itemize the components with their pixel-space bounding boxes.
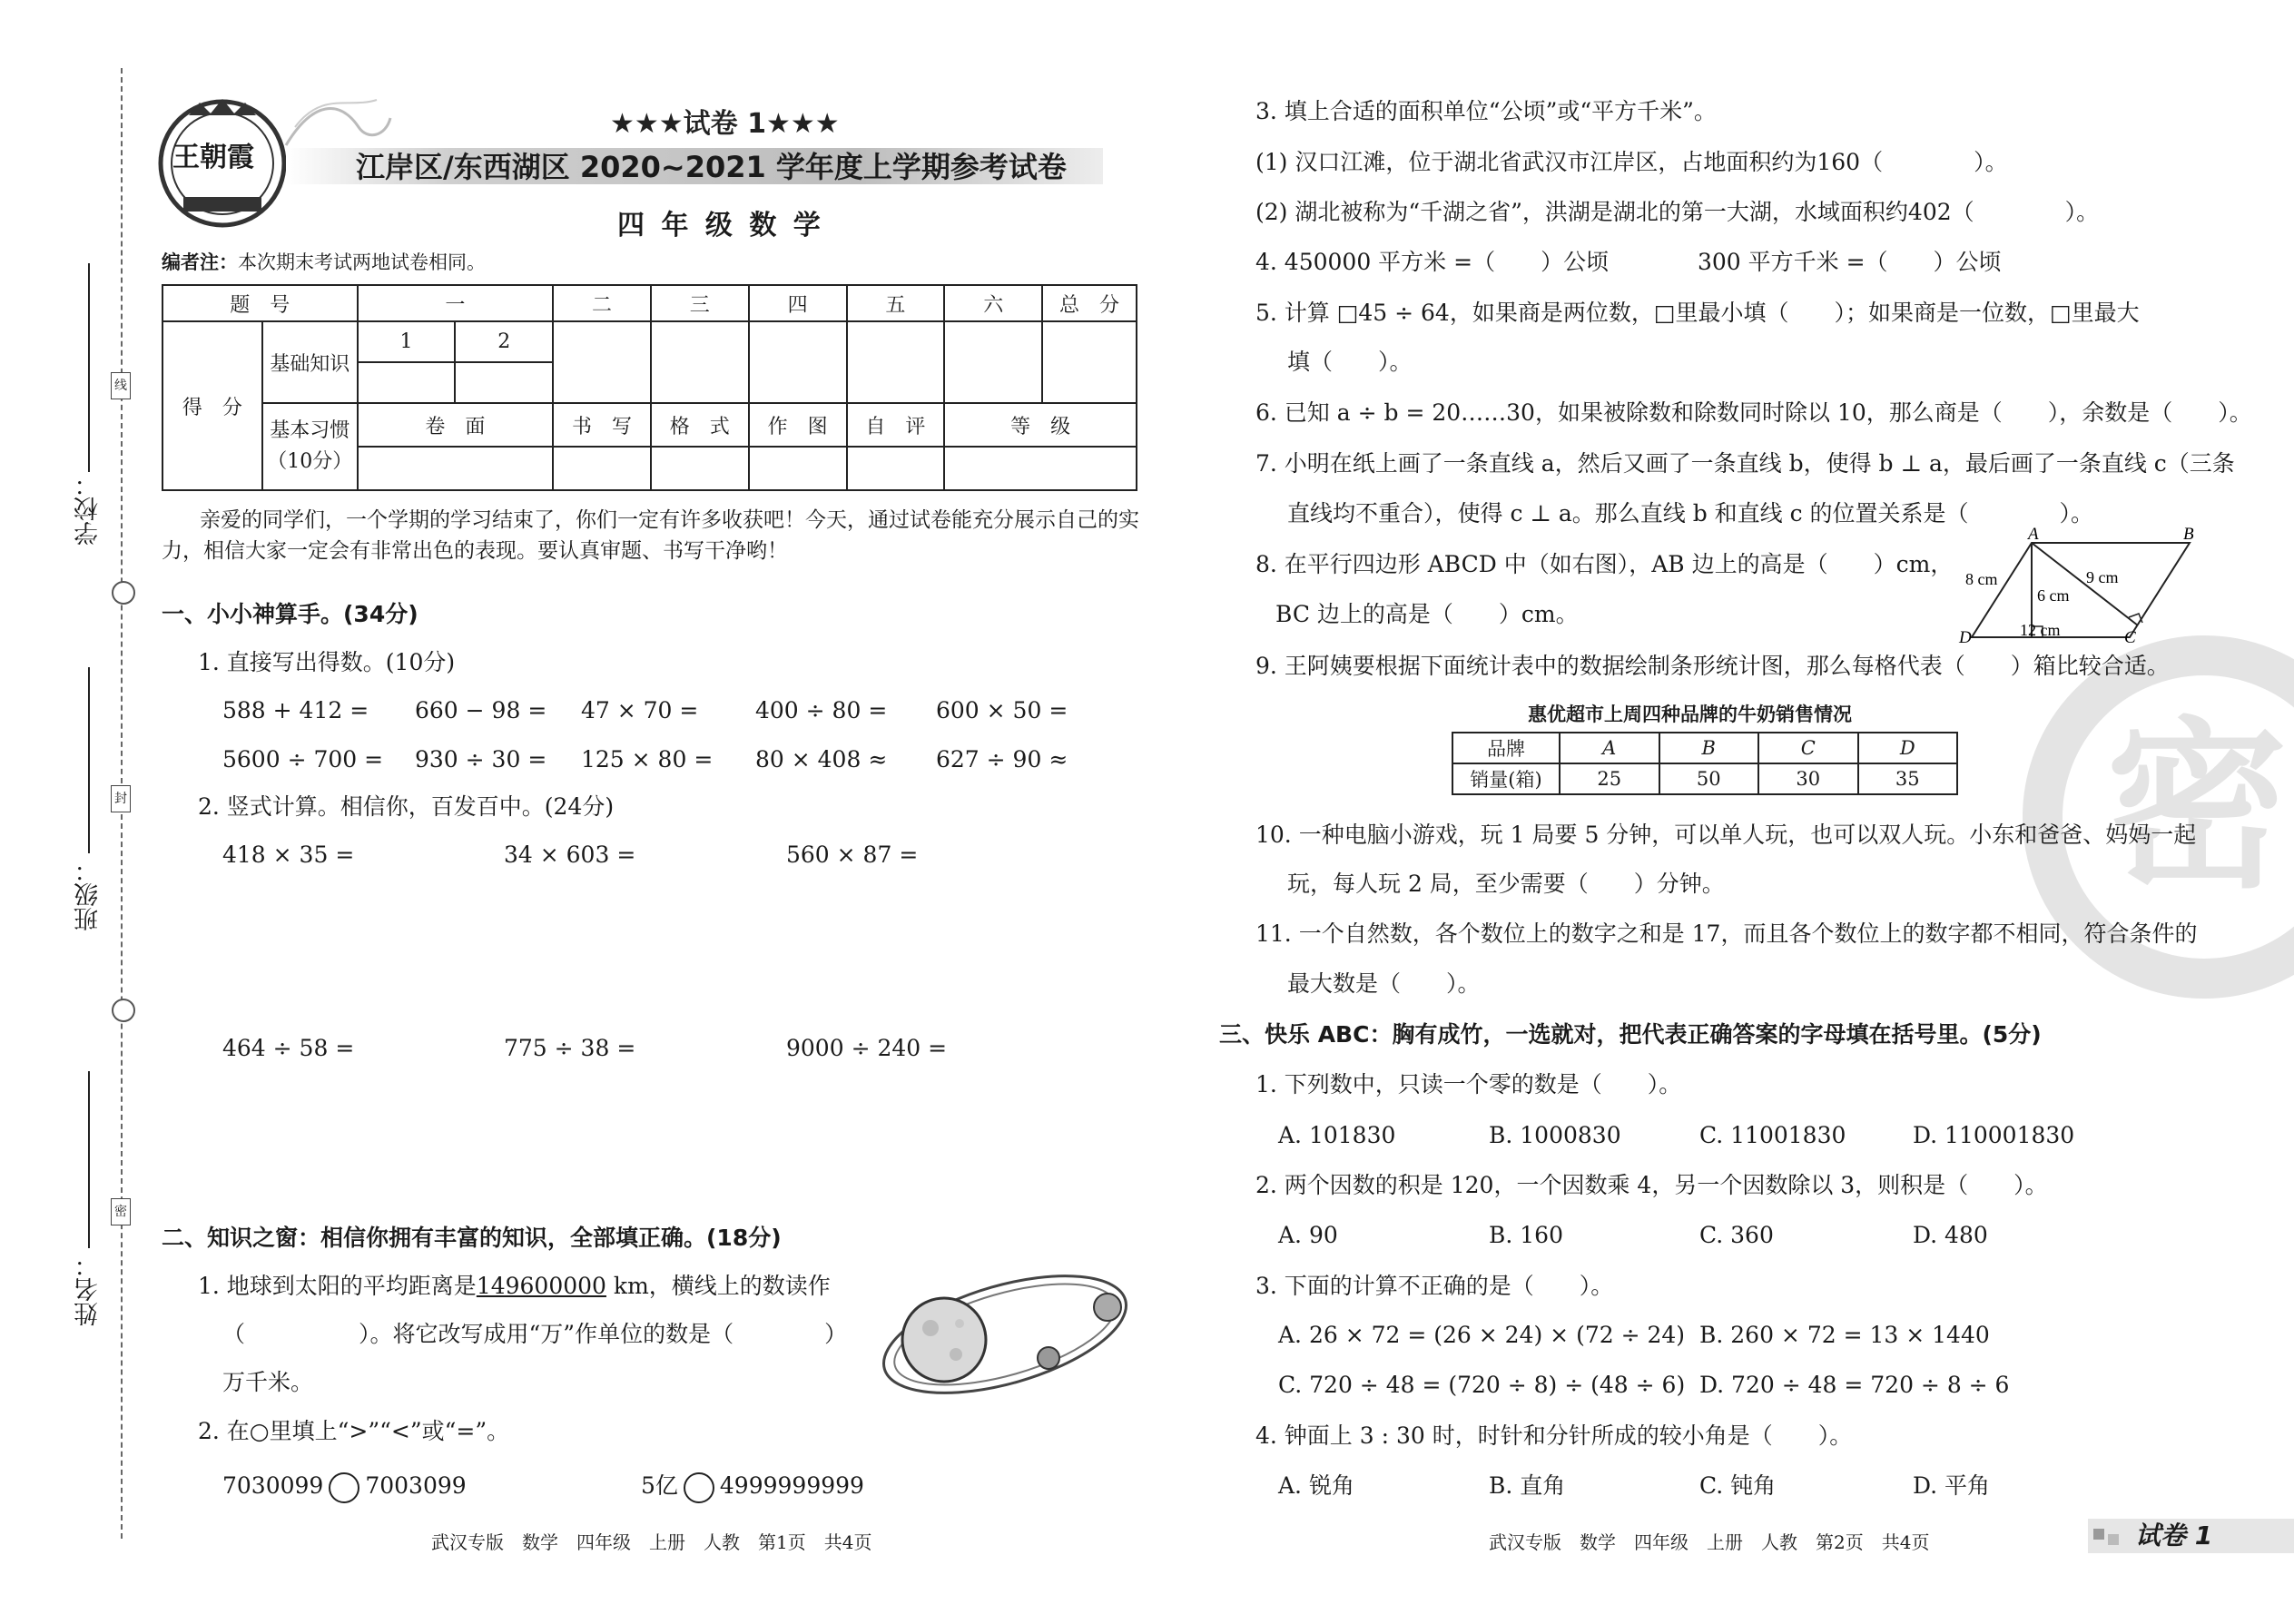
label-9cm: 9 cm bbox=[2086, 568, 2119, 586]
score-cell[interactable] bbox=[358, 362, 456, 403]
compare-right: 7003099 bbox=[365, 1472, 467, 1499]
compare-circle[interactable] bbox=[684, 1472, 714, 1503]
q7: 7. 小明在纸上画了一条直线 a，然后又画了一条直线 b，使得 b ⊥ a，最后画了一条直线 c（三条 bbox=[1255, 450, 2235, 477]
mc-1: 1. 下列数中，只读一个零的数是（ ）。 bbox=[1255, 1071, 1682, 1097]
corner-square-icon bbox=[2093, 1529, 2104, 1540]
score-cell[interactable] bbox=[455, 362, 553, 403]
distance-number: 149600000 bbox=[476, 1273, 606, 1299]
mc-1-option: D. 110001830 bbox=[1913, 1122, 2075, 1148]
col-4: 四 bbox=[749, 285, 847, 321]
habit-item: 卷 面 bbox=[358, 403, 553, 447]
editor-note-label: 编者注： bbox=[162, 251, 238, 273]
cut-mark-line: 线 bbox=[111, 372, 131, 399]
mc-3-option: B. 260 × 72 = 13 × 1440 bbox=[1699, 1322, 1990, 1348]
editor-note: 本次期末考试两地试卷相同。 bbox=[238, 251, 486, 273]
habit-item: 自 评 bbox=[847, 403, 945, 447]
vertex-b: B bbox=[2183, 527, 2194, 544]
vertex-d: D bbox=[1959, 628, 1972, 645]
school-label: 学校： bbox=[74, 472, 103, 546]
oral-calc: 47 × 70 = bbox=[581, 697, 699, 723]
q9: 9. 王阿姨要根据下面统计表中的数据绘制条形统计图，那么每格代表（ ）箱比较合适。 bbox=[1255, 653, 2170, 679]
col-2: 二 bbox=[553, 285, 651, 321]
scissor-icon bbox=[112, 999, 135, 1022]
s2-q1-line3: 万千米。 bbox=[222, 1369, 314, 1395]
habit-score-cell[interactable] bbox=[553, 447, 651, 490]
compare-circle[interactable] bbox=[329, 1472, 359, 1503]
mc-2-option: B. 160 bbox=[1489, 1222, 1563, 1248]
mc-3-option: D. 720 ÷ 48 = 720 ÷ 8 ÷ 6 bbox=[1699, 1372, 2010, 1398]
exam-title: 江岸区/东西湖区 2020~2021 学年度上学期参考试卷 bbox=[356, 150, 1067, 184]
mc-3-option: C. 720 ÷ 48 = (720 ÷ 8) ÷ (48 ÷ 6) bbox=[1278, 1372, 1686, 1398]
vertical-calc: 418 × 35 = bbox=[222, 842, 355, 868]
s2-question-1 bbox=[198, 1271, 831, 1302]
name-label: 姓名： bbox=[74, 1253, 103, 1326]
oral-calc: 400 ÷ 80 = bbox=[755, 697, 888, 723]
cut-mark-secret: 密 bbox=[111, 1198, 131, 1225]
q4-part-b: 300 平方千米 =（ ）公顷 bbox=[1698, 249, 2002, 275]
s2-q1-text: 1. 地球到太阳的平均距离是 bbox=[198, 1273, 477, 1299]
q3: 3. 填上合适的面积单位“公顷”或“平方千米”。 bbox=[1255, 98, 1717, 124]
basic-knowledge-label: 基础知识 bbox=[262, 321, 358, 403]
school-underline bbox=[88, 263, 90, 472]
q3-2: (2) 湖北被称为“千湖之省”，洪湖是湖北的第一大湖，水域面积约402（ ）。 bbox=[1255, 199, 2100, 225]
s2-q1-line2: （ ）。将它改写成用“万”作单位的数是（ ） bbox=[222, 1321, 848, 1347]
score-table bbox=[162, 284, 1137, 491]
q8: 8. 在平行四边形 ABCD 中（如右图），AB 边上的高是（ ）cm， bbox=[1255, 551, 1954, 577]
habit-item: 等 级 bbox=[944, 403, 1137, 447]
compare-item-1 bbox=[222, 1468, 467, 1504]
milk-header: C bbox=[1758, 733, 1858, 763]
q3-1: (1) 汉口江滩，位于湖北省武汉市江岸区，占地面积约为160（ ）。 bbox=[1255, 149, 2008, 175]
col-title: 题 号 bbox=[162, 285, 358, 321]
footer-left: 武汉专版 数学 四年级 上册 人教 第1页 共4页 bbox=[431, 1531, 872, 1553]
mc-2-option: C. 360 bbox=[1699, 1222, 1774, 1248]
habit-cell bbox=[262, 403, 358, 490]
mc-1-option: B. 1000830 bbox=[1489, 1122, 1621, 1148]
milk-header: B bbox=[1659, 733, 1759, 763]
corner-square-icon bbox=[2108, 1534, 2119, 1545]
s2-question-2: 2. 在○里填上“>”“<”或“=”。 bbox=[198, 1418, 510, 1444]
mc-2-option: D. 480 bbox=[1913, 1222, 1988, 1248]
col-3: 三 bbox=[651, 285, 749, 321]
watermark-text: 密 bbox=[2106, 702, 2289, 913]
milk-header: A bbox=[1560, 733, 1659, 763]
intro-line: 亲爱的同学们，一个学期的学习结束了，你们一定有许多收获吧！今天，通过试卷能充分展示自己的实 bbox=[200, 508, 1139, 532]
milk-value: 25 bbox=[1560, 763, 1659, 794]
col-6: 六 bbox=[944, 285, 1042, 321]
section-2-heading: 二、知识之窗：相信你拥有丰富的知识，全部填正确。(18分) bbox=[162, 1225, 782, 1251]
scissor-icon bbox=[112, 581, 135, 605]
milk-value: 30 bbox=[1758, 763, 1858, 794]
label-8cm: 8 cm bbox=[1965, 570, 1998, 588]
label-12cm: 12 cm bbox=[2020, 621, 2061, 639]
compare-left: 7030099 bbox=[222, 1472, 324, 1499]
score-cell[interactable] bbox=[651, 321, 749, 403]
habit-item: 格 式 bbox=[651, 403, 749, 447]
score-cell[interactable] bbox=[847, 321, 945, 403]
oral-calc: 125 × 80 = bbox=[581, 746, 714, 773]
milk-table-title: 惠优超市上周四种品牌的牛奶销售情况 bbox=[1528, 704, 1852, 725]
mc-2-option: A. 90 bbox=[1278, 1222, 1338, 1248]
logo-text: 王朝霞 bbox=[172, 142, 254, 173]
sub-col-2: 2 bbox=[455, 321, 553, 362]
parallelogram-figure bbox=[1952, 527, 2206, 645]
oral-calc: 930 ÷ 30 = bbox=[415, 746, 547, 773]
score-cell[interactable] bbox=[553, 321, 651, 403]
q5-cont: 填（ ）。 bbox=[1287, 349, 1413, 375]
q11: 11. 一个自然数，各个数位上的数字之和是 17，而且各个数位上的数字都不相同，符合条件的 bbox=[1255, 920, 2198, 947]
habit-score: （10分） bbox=[267, 450, 353, 473]
vertex-a: A bbox=[2028, 527, 2039, 544]
habit-item: 作 图 bbox=[749, 403, 847, 447]
habit-item: 书 写 bbox=[553, 403, 651, 447]
s1-question-2: 2. 竖式计算。相信你，百发百中。(24分) bbox=[198, 793, 615, 820]
q10: 10. 一种电脑小游戏，玩 1 局要 5 分钟，可以单人玩，也可以双人玩。小东和爸爸、妈妈一起 bbox=[1255, 822, 2197, 848]
subject-title: 四 年 级 数 学 bbox=[617, 210, 824, 241]
mc-1-option: C. 11001830 bbox=[1699, 1122, 1846, 1148]
compare-item-2 bbox=[641, 1468, 864, 1504]
section-3-heading: 三、快乐 ABC：胸有成竹，一选就对，把代表正确答案的字母填在括号里。(5分) bbox=[1219, 1021, 2042, 1048]
class-label: 班级： bbox=[74, 858, 103, 931]
mc-4-option: B. 直角 bbox=[1489, 1472, 1566, 1499]
milk-row-label: 销量(箱) bbox=[1452, 763, 1560, 794]
s1-question-1: 1. 直接写出得数。(10分) bbox=[198, 649, 456, 675]
compare-left: 5亿 bbox=[641, 1472, 678, 1499]
footer-right: 武汉专版 数学 四年级 上册 人教 第2页 共4页 bbox=[1489, 1531, 1930, 1553]
mc-4-option: D. 平角 bbox=[1913, 1472, 1991, 1499]
solar-system-illustration bbox=[876, 1260, 1135, 1396]
vertical-calc: 9000 ÷ 240 = bbox=[786, 1035, 948, 1061]
col-5: 五 bbox=[847, 285, 945, 321]
q4-part-a: 4. 450000 平方米 =（ ）公顷 bbox=[1255, 249, 1610, 275]
ribbon-decoration bbox=[277, 91, 395, 154]
mc-4: 4. 钟面上 3 : 30 时，时针和分针所成的较小角是（ ）。 bbox=[1255, 1422, 1853, 1449]
habit-score-cell[interactable] bbox=[847, 447, 945, 490]
habit-score-cell[interactable] bbox=[651, 447, 749, 490]
q11-cont: 最大数是（ ）。 bbox=[1287, 970, 1481, 997]
vertical-calc: 775 ÷ 38 = bbox=[504, 1035, 636, 1061]
milk-header-brand: 品牌 bbox=[1452, 733, 1560, 763]
mc-3: 3. 下面的计算不正确的是（ ）。 bbox=[1255, 1273, 1614, 1299]
oral-calc: 80 × 408 ≈ bbox=[755, 746, 888, 773]
q7-cont: 直线均不重合），使得 c ⊥ a。那么直线 b 和直线 c 的位置关系是（ ）。 bbox=[1287, 500, 2094, 527]
sub-col-1: 1 bbox=[358, 321, 456, 362]
q8-cont: BC 边上的高是（ ）cm。 bbox=[1275, 601, 1579, 627]
score-cell[interactable] bbox=[749, 321, 847, 403]
label-6cm: 6 cm bbox=[2037, 586, 2070, 605]
paper-number: ★★★试卷 1★★★ bbox=[610, 108, 840, 140]
section-1-heading: 一、小小神算手。(34分) bbox=[162, 601, 418, 627]
oral-calc: 627 ÷ 90 ≈ bbox=[936, 746, 1068, 773]
intro-line: 力，相信大家一定会有非常出色的表现。要认真审题、书写干净哟！ bbox=[162, 539, 788, 563]
vertex-c: C bbox=[2124, 628, 2136, 645]
score-cell[interactable] bbox=[944, 321, 1042, 403]
score-cell[interactable] bbox=[1042, 321, 1137, 403]
class-underline bbox=[88, 667, 90, 853]
habit-score-cell[interactable] bbox=[944, 447, 1137, 490]
q5: 5. 计算 □45 ÷ 64，如果商是两位数，□里最小填（ ）；如果商是一位数，□里最大 bbox=[1255, 300, 2140, 326]
col-total: 总 分 bbox=[1042, 285, 1137, 321]
mc-1-option: A. 101830 bbox=[1278, 1122, 1396, 1148]
q6: 6. 已知 a ÷ b = 20……30，如果被除数和除数同时除以 10，那么商是（ ），余数是（ ）。 bbox=[1255, 399, 2252, 426]
mc-2: 2. 两个因数的积是 120，一个因数乘 4，另一个因数除以 3，则积是（ ）。 bbox=[1255, 1172, 2048, 1198]
milk-value: 35 bbox=[1858, 763, 1958, 794]
corner-tag: 试卷 1 bbox=[2135, 1521, 2213, 1550]
score-row-label: 得 分 bbox=[162, 321, 262, 490]
s2-q1-text: km，横线上的数读作 bbox=[605, 1273, 831, 1299]
mc-3-option: A. 26 × 72 = (26 × 24) × (72 ÷ 24) bbox=[1278, 1322, 1686, 1348]
milk-value: 50 bbox=[1659, 763, 1759, 794]
mc-4-option: C. 钝角 bbox=[1699, 1472, 1777, 1499]
habit-score-cell[interactable] bbox=[749, 447, 847, 490]
oral-calc: 5600 ÷ 700 = bbox=[222, 746, 384, 773]
milk-sales-table bbox=[1452, 732, 1958, 795]
col-1: 一 bbox=[358, 285, 553, 321]
habit-label: 基本习惯 bbox=[270, 419, 350, 442]
name-underline bbox=[88, 1071, 90, 1248]
mc-4-option: A. 锐角 bbox=[1278, 1472, 1354, 1499]
habit-score-cell[interactable] bbox=[358, 447, 553, 490]
milk-header: D bbox=[1858, 733, 1958, 763]
vertical-calc: 560 × 87 = bbox=[786, 842, 919, 868]
oral-calc: 588 + 412 = bbox=[222, 697, 369, 723]
oral-calc: 660 − 98 = bbox=[415, 697, 547, 723]
compare-right: 4999999999 bbox=[719, 1472, 864, 1499]
vertical-calc: 34 × 603 = bbox=[504, 842, 636, 868]
q10-cont: 玩，每人玩 2 局，至少需要（ ）分钟。 bbox=[1287, 871, 1725, 897]
cut-mark-seal: 封 bbox=[111, 785, 131, 812]
vertical-calc: 464 ÷ 58 = bbox=[222, 1035, 355, 1061]
oral-calc: 600 × 50 = bbox=[936, 697, 1068, 723]
